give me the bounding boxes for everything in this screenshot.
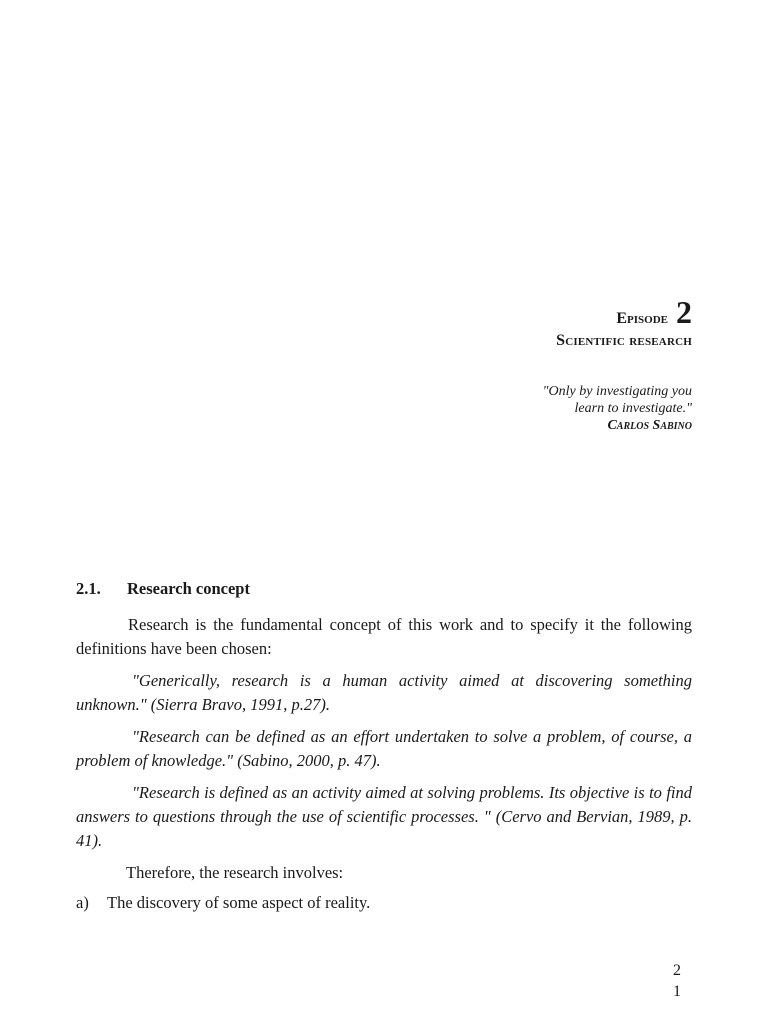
epigraph-line-1: "Only by investigating you (542, 384, 692, 399)
list-item-text: The discovery of some aspect of reality. (107, 893, 371, 912)
episode-word: Episode (616, 310, 668, 327)
quote-paragraph: "Research can be defined as an effort undertaken to solve a problem, of course, a problem of knowledge." (Sabino, 2000, p. 47). (76, 727, 692, 770)
list-item (76, 891, 692, 915)
therefore-line: Therefore, the research involves: (126, 863, 344, 882)
list-marker: a) (76, 893, 89, 912)
page-number (668, 960, 686, 1002)
intro-paragraph: Research is the fundamental concept of this work and to specify it the following definitions have been chosen: (76, 615, 692, 658)
quote-paragraph: "Research is defined as an activity aimed at solving problems. Its objective is to find answers to questions through the use of scientific processes. " (Cervo and Bervian, 1989, p. 41). (76, 783, 692, 850)
epigraph-line-2: learn to investigate." (574, 401, 692, 416)
section-title: Research concept (127, 579, 250, 598)
episode-number: 2 (676, 294, 692, 330)
quote-paragraph: "Generically, research is a human activity aimed at discovering something unknown." (Sierra Bravo, 1991, p.27). (76, 671, 692, 714)
epigraph (543, 383, 692, 434)
main-content (76, 577, 692, 915)
episode-label (556, 296, 692, 328)
episode-header (556, 296, 692, 350)
page-number-line-2: 1 (673, 983, 681, 1000)
page-number-line-1: 2 (673, 962, 681, 979)
section-heading (76, 577, 692, 601)
section-number: 2.1. (76, 579, 101, 598)
episode-title: Scientific research (556, 332, 692, 349)
epigraph-author: Carlos Sabino (607, 418, 692, 433)
